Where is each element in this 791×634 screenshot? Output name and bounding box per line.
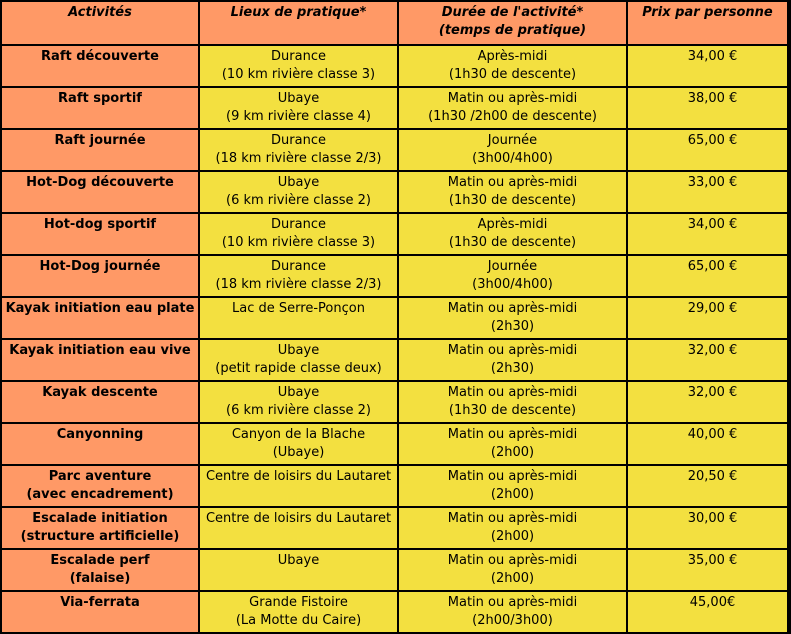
activity-text: (structure artificielle) bbox=[20, 529, 180, 544]
activity-cell bbox=[2, 172, 198, 212]
duration-text: (2h30) bbox=[490, 319, 535, 334]
duration-text: Matin ou après-midi bbox=[447, 385, 578, 400]
price-text: 65,00 € bbox=[687, 259, 738, 274]
activity-cell bbox=[2, 466, 198, 506]
duration-cell bbox=[399, 424, 626, 464]
activity-cell bbox=[2, 592, 198, 632]
duration-text: (2h00) bbox=[490, 445, 535, 460]
duration-text: Après-midi bbox=[477, 217, 548, 232]
location-text: (10 km rivière classe 3) bbox=[221, 235, 376, 250]
location-text: Durance bbox=[271, 259, 326, 274]
price-cell bbox=[628, 88, 787, 128]
duration-text: Matin ou après-midi bbox=[447, 469, 578, 484]
location-cell bbox=[200, 340, 397, 380]
location-cell bbox=[200, 214, 397, 254]
duration-text: Matin ou après-midi bbox=[447, 427, 578, 442]
activity-text: Kayak initiation eau vive bbox=[9, 343, 191, 358]
location-text: (La Motte du Caire) bbox=[235, 613, 362, 628]
table-row bbox=[2, 592, 787, 632]
duration-cell bbox=[399, 340, 626, 380]
price-text: 35,00 € bbox=[687, 553, 738, 568]
table-row bbox=[2, 424, 787, 464]
duration-cell bbox=[399, 214, 626, 254]
header-activites: Activités bbox=[2, 2, 198, 44]
duration-text: (1h30 de descente) bbox=[448, 193, 577, 208]
activity-cell bbox=[2, 88, 198, 128]
duration-text: (1h30 de descente) bbox=[448, 403, 577, 418]
location-text: Grande Fistoire bbox=[249, 595, 348, 610]
location-text: Durance bbox=[271, 217, 326, 232]
price-cell bbox=[628, 214, 787, 254]
activity-text: Hot-Dog journée bbox=[39, 259, 161, 274]
location-text: Lac de Serre-Ponçon bbox=[232, 301, 365, 316]
duration-text: Matin ou après-midi bbox=[447, 595, 578, 610]
duration-cell bbox=[399, 508, 626, 548]
duration-cell bbox=[399, 256, 626, 296]
price-cell bbox=[628, 592, 787, 632]
location-cell bbox=[200, 298, 397, 338]
location-text: Ubaye bbox=[277, 553, 320, 568]
duration-cell bbox=[399, 88, 626, 128]
duration-cell bbox=[399, 298, 626, 338]
location-text: Centre de loisirs du Lautaret bbox=[205, 469, 392, 484]
table-row bbox=[2, 130, 787, 170]
duration-text: Matin ou après-midi bbox=[447, 301, 578, 316]
table-row bbox=[2, 256, 787, 296]
activity-text: Parc aventure bbox=[48, 469, 152, 484]
price-cell bbox=[628, 130, 787, 170]
table-row bbox=[2, 508, 787, 548]
table-row bbox=[2, 340, 787, 380]
duration-text: (2h00) bbox=[490, 529, 535, 544]
duration-text: Matin ou après-midi bbox=[447, 553, 578, 568]
location-text: (10 km rivière classe 3) bbox=[221, 67, 376, 82]
table-row bbox=[2, 172, 787, 212]
activity-cell bbox=[2, 46, 198, 86]
price-text: 32,00 € bbox=[687, 385, 738, 400]
activity-text: Escalade perf bbox=[50, 553, 150, 568]
location-text: Durance bbox=[271, 49, 326, 64]
duration-text: Matin ou après-midi bbox=[447, 511, 578, 526]
activity-text: Hot-dog sportif bbox=[43, 217, 157, 232]
duration-text: (2h00/3h00) bbox=[472, 613, 553, 628]
activity-cell bbox=[2, 340, 198, 380]
activity-text: Via-ferrata bbox=[60, 595, 140, 610]
duration-text: (3h00/4h00) bbox=[472, 151, 553, 166]
duration-text: Journée bbox=[487, 259, 538, 274]
location-text: Ubaye bbox=[277, 91, 320, 106]
activity-cell bbox=[2, 298, 198, 338]
activity-text: Raft journée bbox=[54, 133, 146, 148]
location-cell bbox=[200, 508, 397, 548]
price-cell bbox=[628, 424, 787, 464]
price-cell bbox=[628, 508, 787, 548]
price-text: 38,00 € bbox=[687, 91, 738, 106]
activity-cell bbox=[2, 550, 198, 590]
price-cell bbox=[628, 466, 787, 506]
duration-text: (1h30 de descente) bbox=[448, 67, 577, 82]
location-cell bbox=[200, 424, 397, 464]
location-cell bbox=[200, 550, 397, 590]
price-cell bbox=[628, 46, 787, 86]
price-text: 65,00 € bbox=[687, 133, 738, 148]
location-cell bbox=[200, 172, 397, 212]
duration-text: (1h30 de descente) bbox=[448, 235, 577, 250]
duration-cell bbox=[399, 130, 626, 170]
location-text: (9 km rivière classe 4) bbox=[226, 109, 371, 124]
table-row bbox=[2, 550, 787, 590]
location-cell bbox=[200, 382, 397, 422]
activity-text: (falaise) bbox=[69, 571, 131, 586]
header-prix: Prix par personne bbox=[628, 2, 787, 44]
activity-text: Hot-Dog découverte bbox=[26, 175, 174, 190]
duration-text: Après-midi bbox=[477, 49, 548, 64]
location-text: (petit rapide classe deux) bbox=[215, 361, 382, 376]
activity-cell bbox=[2, 214, 198, 254]
location-cell bbox=[200, 592, 397, 632]
duration-text: Matin ou après-midi bbox=[447, 91, 578, 106]
duration-text: Matin ou après-midi bbox=[447, 343, 578, 358]
activity-cell bbox=[2, 424, 198, 464]
table-row bbox=[2, 46, 787, 86]
price-cell bbox=[628, 172, 787, 212]
activity-cell bbox=[2, 382, 198, 422]
price-text: 29,00 € bbox=[687, 301, 738, 316]
duration-cell bbox=[399, 46, 626, 86]
activity-text: (avec encadrement) bbox=[26, 487, 174, 502]
location-text: Ubaye bbox=[277, 175, 320, 190]
price-text: 30,00 € bbox=[687, 511, 738, 526]
duration-cell bbox=[399, 172, 626, 212]
table-row bbox=[2, 466, 787, 506]
location-text: (18 km rivière classe 2/3) bbox=[215, 151, 382, 166]
header-lieux: Lieux de pratique* bbox=[200, 2, 397, 44]
activity-cell bbox=[2, 256, 198, 296]
price-text: 40,00 € bbox=[687, 427, 738, 442]
price-cell bbox=[628, 340, 787, 380]
price-cell bbox=[628, 256, 787, 296]
activity-text: Raft sportif bbox=[58, 91, 142, 106]
activity-text: Kayak initiation eau plate bbox=[5, 301, 195, 316]
duration-text: (1h30 /2h00 de descente) bbox=[428, 109, 597, 124]
duration-text: (2h00) bbox=[490, 487, 535, 502]
duration-text: Journée bbox=[487, 133, 538, 148]
price-cell bbox=[628, 298, 787, 338]
activity-text: Kayak descente bbox=[42, 385, 158, 400]
location-text: (Ubaye) bbox=[272, 445, 325, 460]
duration-cell bbox=[399, 466, 626, 506]
location-text: (6 km rivière classe 2) bbox=[226, 193, 371, 208]
location-cell bbox=[200, 466, 397, 506]
price-text: 45,00€ bbox=[689, 595, 736, 610]
location-text: (6 km rivière classe 2) bbox=[226, 403, 371, 418]
location-text: (18 km rivière classe 2/3) bbox=[215, 277, 382, 292]
duration-text: (2h00) bbox=[490, 571, 535, 586]
price-text: 20,50 € bbox=[687, 469, 738, 484]
location-cell bbox=[200, 88, 397, 128]
price-cell bbox=[628, 382, 787, 422]
price-cell bbox=[628, 550, 787, 590]
price-text: 34,00 € bbox=[687, 49, 738, 64]
activity-cell bbox=[2, 508, 198, 548]
duration-text: (2h30) bbox=[490, 361, 535, 376]
duration-cell bbox=[399, 592, 626, 632]
duration-cell bbox=[399, 382, 626, 422]
location-text: Ubaye bbox=[277, 385, 320, 400]
table-row bbox=[2, 214, 787, 254]
table-row bbox=[2, 88, 787, 128]
activity-cell bbox=[2, 130, 198, 170]
duration-text: Matin ou après-midi bbox=[447, 175, 578, 190]
table-row bbox=[2, 298, 787, 338]
header-duree: Durée de l'activité* (temps de pratique) bbox=[399, 2, 626, 44]
duration-cell bbox=[399, 550, 626, 590]
activity-text: Canyonning bbox=[56, 427, 144, 442]
location-text: Durance bbox=[271, 133, 326, 148]
price-text: 32,00 € bbox=[687, 343, 738, 358]
location-text: Canyon de la Blache bbox=[231, 427, 366, 442]
table-row bbox=[2, 382, 787, 422]
location-cell bbox=[200, 130, 397, 170]
location-text: Centre de loisirs du Lautaret bbox=[205, 511, 392, 526]
price-text: 33,00 € bbox=[687, 175, 738, 190]
activity-text: Escalade initiation bbox=[32, 511, 168, 526]
activity-text: Raft découverte bbox=[41, 49, 159, 64]
location-cell bbox=[200, 46, 397, 86]
location-text: Ubaye bbox=[277, 343, 320, 358]
duration-text: (3h00/4h00) bbox=[472, 277, 553, 292]
price-text: 34,00 € bbox=[687, 217, 738, 232]
table-header-row bbox=[2, 2, 787, 44]
location-cell bbox=[200, 256, 397, 296]
